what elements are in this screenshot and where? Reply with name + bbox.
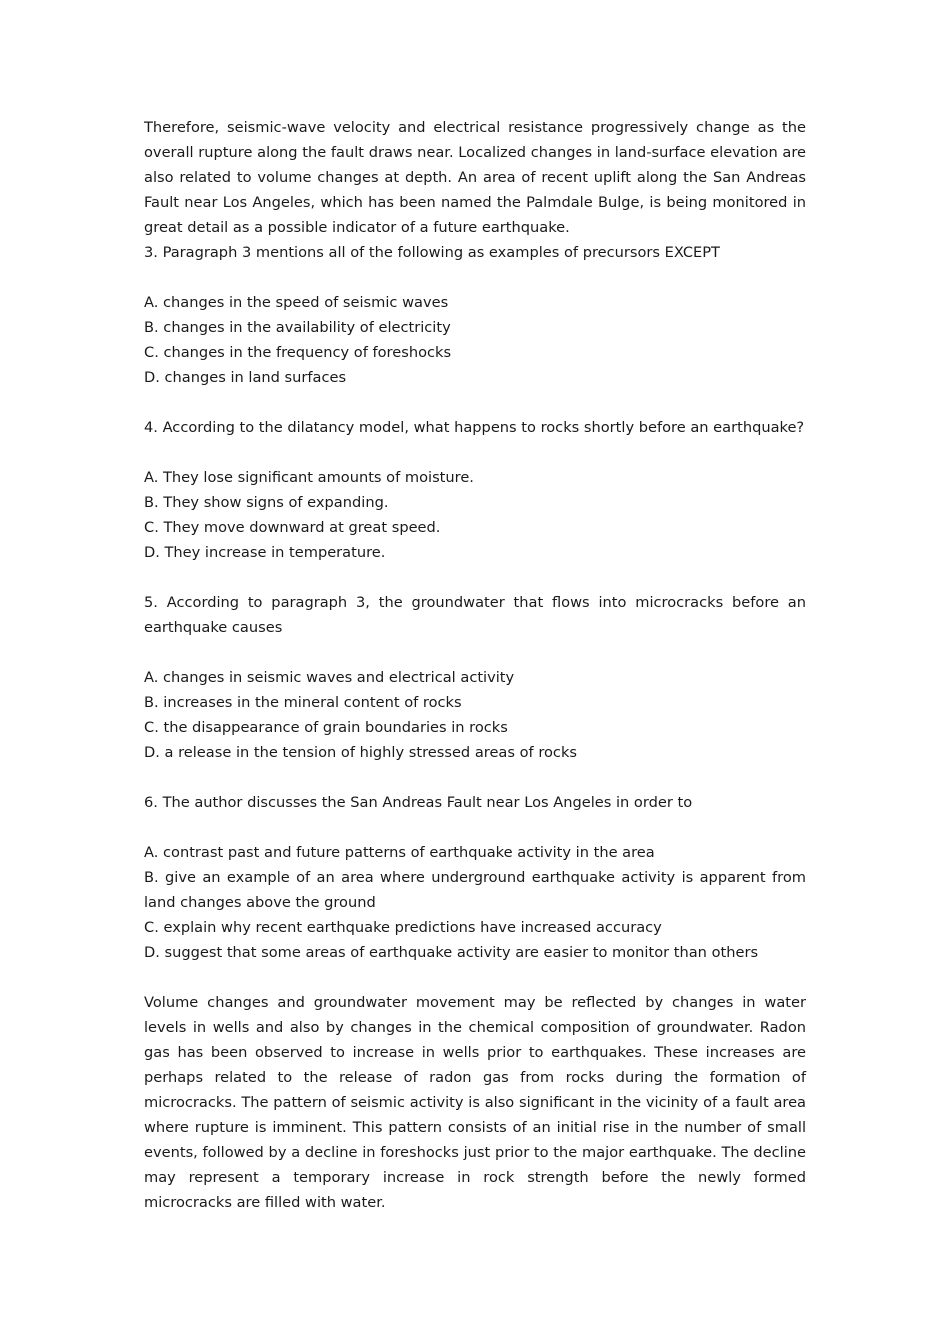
question-4-option-b: B. They show signs of expanding. [144,494,389,511]
question-6-option-c: C. explain why recent earthquake predictions have increased accuracy [144,919,662,936]
spacer [144,565,806,590]
question-3-stem: 3. Paragraph 3 mentions all of the following as examples of precursors EXCEPT [144,244,720,261]
spacer [144,815,806,840]
question-3-option-c: C. changes in the frequency of foreshocks [144,344,452,361]
question-6-stem: 6. The author discusses the San Andreas Fault near Los Angeles in order to [144,794,693,811]
question-5-option-c: C. the disappearance of grain boundaries in rocks [144,719,508,736]
spacer [144,390,806,415]
question-6-option-d: D. suggest that some areas of earthquake activity are easier to monitor than others [144,944,759,961]
question-4-option-d: D. They increase in temperature. [144,544,386,561]
passage-top: Therefore, seismic-wave velocity and electrical resistance progressively change as the overall rupture along the fault draws near. Localized changes in land-surface elevation are also related to volume changes at depth. An area of recent uplift along the San Andreas Fault near Los Angeles, which has been named the Palmdale Bulge, is being monitored in great detail as a possible indicator of a future earthquake. [144,119,806,236]
question-5-stem: 5. According to paragraph 3, the groundwater that flows into microcracks before an earthquake causes [144,594,806,636]
question-6-option-b: B. give an example of an area where underground earthquake activity is apparent from land changes above the ground [144,869,806,911]
spacer [144,265,806,290]
spacer [144,440,806,465]
question-5-option-a: A. changes in seismic waves and electrical activity [144,669,515,686]
spacer [144,965,806,990]
question-5-option-d: D. a release in the tension of highly stressed areas of rocks [144,744,578,761]
question-4-option-a: A. They lose significant amounts of moisture. [144,469,474,486]
question-3-option-d: D. changes in land surfaces [144,369,347,386]
question-4-option-c: C. They move downward at great speed. [144,519,441,536]
question-6-option-a: A. contrast past and future patterns of earthquake activity in the area [144,844,655,861]
passage-bottom: Volume changes and groundwater movement may be reflected by changes in water levels in wells and also by changes in the chemical composition of groundwater. Radon gas has been observed to increase in wells prior to earthquakes. These increases are perhaps related to the release of radon gas from rocks during the formation of microcracks. The pattern of seismic activity is also significant in the vicinity of a fault area where rupture is imminent. This pattern consists of an initial rise in the number of small events, followed by a decline in foreshocks just prior to the major earthquake. The decline may represent a temporary increase in rock strength before the newly formed microcracks are filled with water. [144,994,806,1211]
question-3-option-b: B. changes in the availability of electricity [144,319,451,336]
question-5-option-b: B. increases in the mineral content of rocks [144,694,462,711]
spacer [144,765,806,790]
question-3-option-a: A. changes in the speed of seismic waves [144,294,449,311]
question-4-stem: 4. According to the dilatancy model, what happens to rocks shortly before an earthquake? [144,419,805,436]
spacer [144,640,806,665]
